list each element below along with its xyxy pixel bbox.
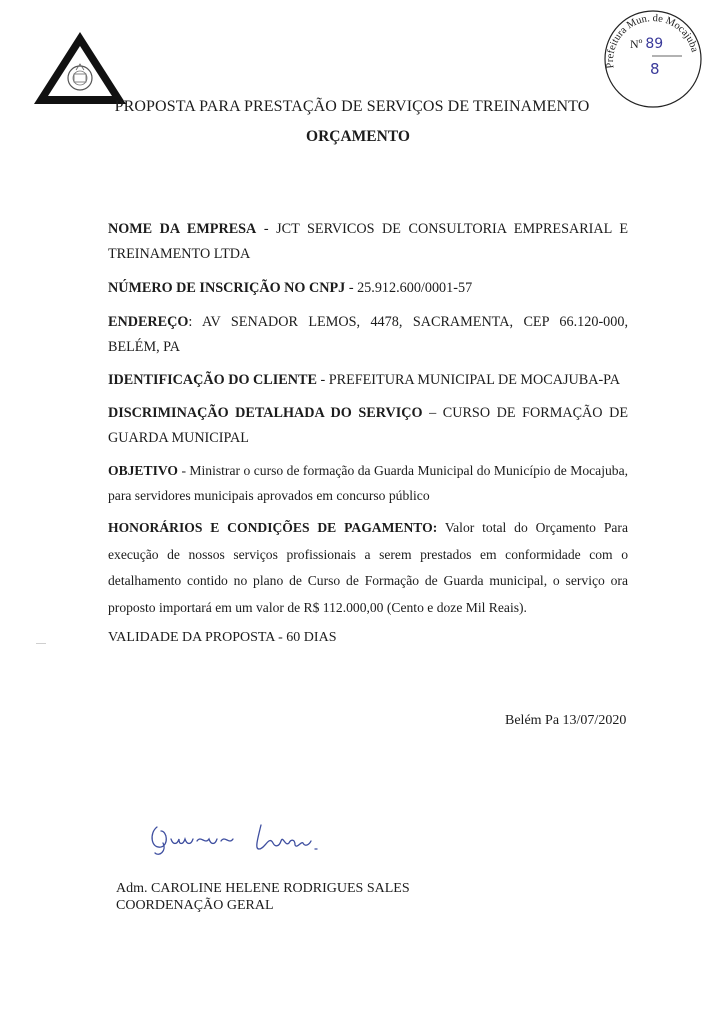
place-date: Belém Pa 13/07/2020	[505, 713, 627, 728]
objective-label: OBJETIVO	[108, 463, 178, 478]
cnpj-label: NÚMERO DE INSCRIÇÃO NO CNPJ	[108, 280, 346, 296]
company-name-label: NOME DA EMPRESA	[108, 221, 257, 237]
stamp-number	[630, 36, 663, 52]
signer-block	[116, 880, 410, 914]
objective-value: - Ministrar o curso de formação da Guarda Municipal do Município de Mocajuba, para servidores municipais aprovados em concurso público	[108, 463, 628, 503]
fees-label: HONORÁRIOS E CONDIÇÕES DE PAGAMENTO:	[108, 520, 438, 535]
margin-mark	[36, 643, 46, 644]
cnpj-value: - 25.912.600/0001-57	[345, 280, 473, 296]
stamp-number-label: Nº	[630, 37, 643, 51]
company-name-field	[108, 217, 628, 267]
stamp-number-value: 89	[645, 36, 664, 52]
address-field	[108, 310, 628, 360]
objective-field	[108, 458, 628, 508]
client-value: - PREFEITURA MUNICIPAL DE MOCAJUBA-PA	[316, 372, 621, 388]
fees-field	[108, 515, 628, 621]
stamp-sub-value: 8	[650, 60, 660, 78]
protocol-stamp	[596, 8, 706, 110]
document-title: PROPOSTA PARA PRESTAÇÃO DE SERVIÇOS DE TREINAMENTO	[114, 98, 590, 115]
service-field	[108, 401, 628, 451]
service-value: – CURSO DE FORMAÇÃO DE GUARDA MUNICIPAL	[108, 405, 628, 446]
client-field	[108, 368, 628, 393]
service-label: DISCRIMINAÇÃO DETALHADA DO SERVIÇO	[108, 405, 423, 421]
signer-name: Adm. CAROLINE HELENE RODRIGUES SALES	[116, 881, 410, 896]
address-label: ENDEREÇO	[108, 314, 189, 330]
client-label: IDENTIFICAÇÃO DO CLIENTE	[108, 372, 317, 388]
handwritten-signature	[145, 805, 345, 860]
stamp-ring-text: Prefeitura Mun. de Mocajuba	[604, 13, 700, 69]
address-value: : AV SENADOR LEMOS, 4478, SACRAMENTA, CEP 66.120-000, BELÉM, PA	[108, 314, 628, 355]
cnpj-field	[108, 276, 628, 301]
document-subtitle: ORÇAMENTO	[306, 128, 410, 145]
signer-role: COORDENAÇÃO GERAL	[116, 898, 274, 913]
municipal-triangle-emblem-icon	[30, 28, 130, 108]
fees-value: Valor total do Orçamento Para execução de nossos serviços profissionais a serem prestados em conformidade com o detalhamento contido no plano de Curso de Formação de Guarda municipal, o serviço ora proposto importará em um valor de R$ 112.000,00 (Cento e doze Mil Reais).	[108, 520, 628, 615]
validity-text: VALIDADE DA PROPOSTA - 60 DIAS	[108, 630, 337, 645]
company-name-value: - JCT SERVICOS DE CONSULTORIA EMPRESARIAL E TREINAMENTO LTDA	[108, 221, 628, 262]
